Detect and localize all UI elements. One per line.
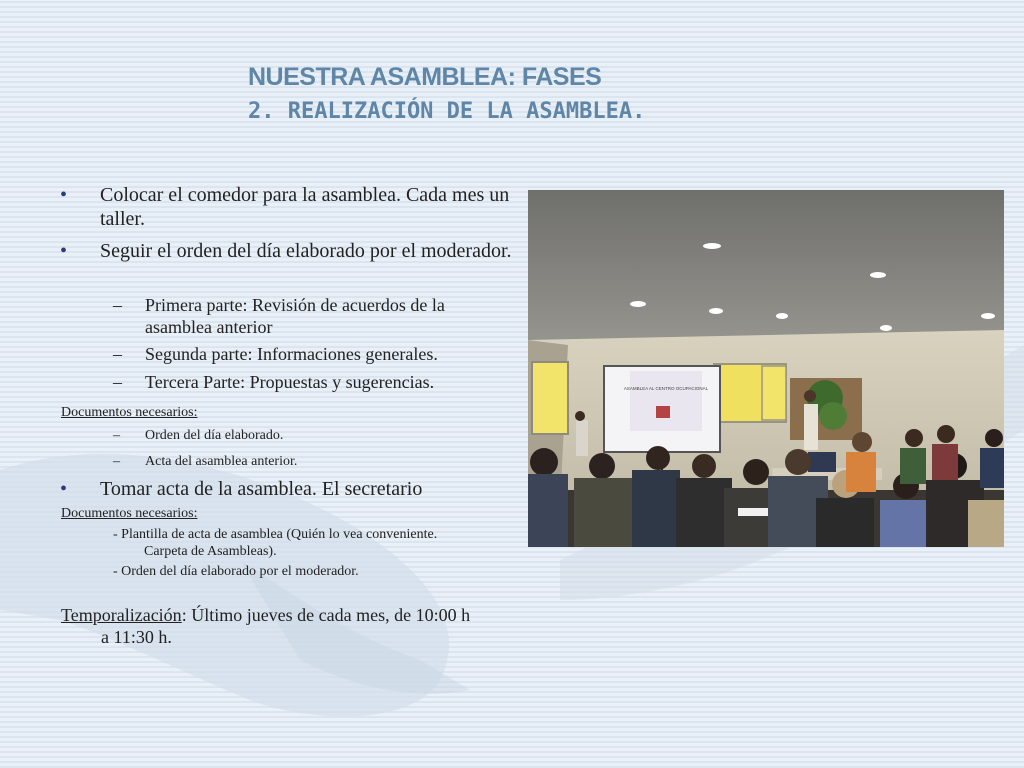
- photo-screen-text: ASAMBLEA AL CENTRO OCUPACIONAL: [623, 386, 709, 391]
- bullet-dot: •: [60, 240, 68, 262]
- docs-text: Orden del día elaborado.: [145, 428, 284, 443]
- sub-text: Segunda parte: Informaciones generales.: [145, 344, 438, 364]
- bullet-dot: •: [60, 184, 68, 206]
- docs-label: Documentos necesarios:: [61, 405, 198, 420]
- sub-dash: –: [113, 295, 122, 315]
- bullet-text: Tomar acta de la asamblea. El secretario: [100, 478, 423, 500]
- sub-dash: –: [113, 344, 122, 364]
- temporalizacion-text-2: a 11:30 h.: [101, 627, 172, 647]
- temporalizacion-label: Temporalización: [61, 605, 182, 625]
- bullet-text: Colocar el comedor para la asamblea. Cada mes un taller.: [100, 184, 510, 230]
- slide-subtitle: 2. REALIZACIÓN DE LA ASAMBLEA.: [248, 99, 646, 124]
- sub-text: Primera parte: Revisión de acuerdos de la asamblea anterior: [145, 295, 445, 337]
- bullet-dot: •: [60, 478, 68, 500]
- docs2-item: - Orden del día elaborado por el moderador.: [113, 564, 359, 579]
- bullet-text: Seguir el orden del día elaborado por el moderador.: [100, 240, 512, 262]
- docs-text: Acta del asamblea anterior.: [145, 454, 298, 469]
- docs2-item: - Plantilla de acta de asamblea (Quién lo vea conveniente.: [113, 527, 438, 542]
- sub-dash: –: [113, 372, 122, 392]
- temporalizacion: [61, 604, 511, 648]
- docs-dash: –: [113, 428, 120, 443]
- docs2-label: Documentos necesarios:: [61, 506, 198, 521]
- temporalizacion-text: : Último jueves de cada mes, de 10:00 h: [181, 605, 471, 625]
- slide-title: NUESTRA ASAMBLEA: FASES: [248, 63, 602, 91]
- assembly-photo: [528, 190, 1004, 547]
- sub-text: Tercera Parte: Propuestas y sugerencias.: [145, 372, 435, 392]
- docs2-item: Carpeta de Asambleas).: [144, 544, 277, 559]
- docs-dash: –: [113, 454, 120, 469]
